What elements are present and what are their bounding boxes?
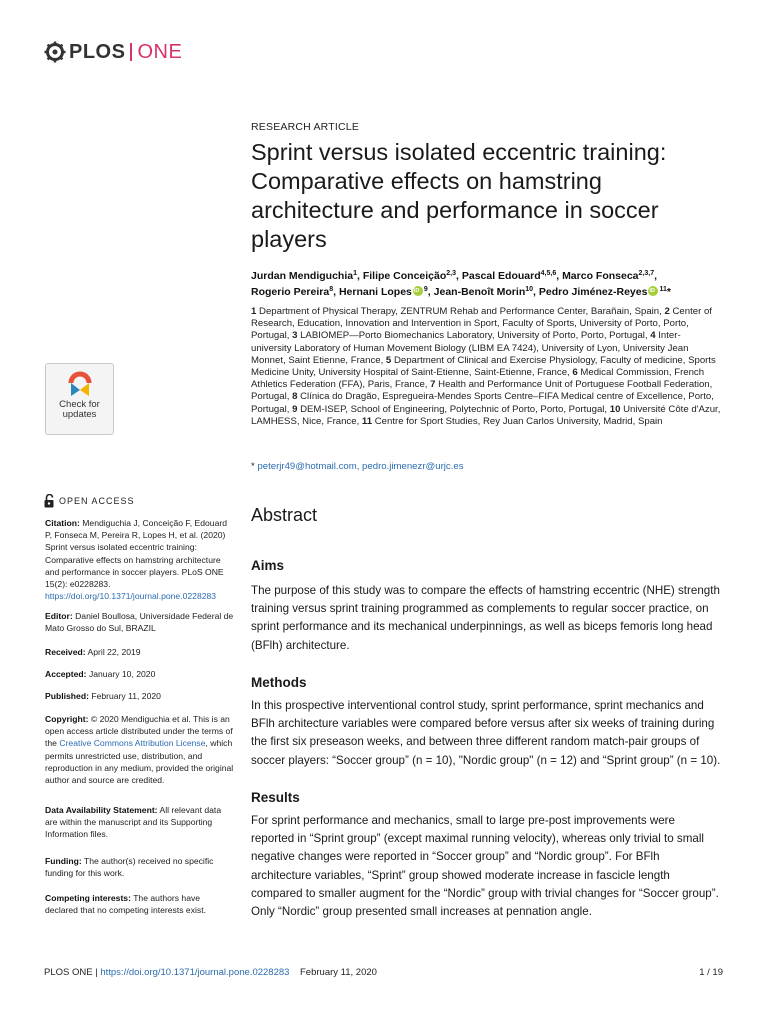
aims-heading: Aims bbox=[251, 558, 285, 573]
copyright-block bbox=[45, 713, 235, 786]
received-label: Received: bbox=[45, 647, 86, 657]
page-footer bbox=[44, 967, 377, 978]
open-access-label bbox=[44, 494, 135, 508]
published-date: February 11, 2020 bbox=[91, 691, 161, 701]
methods-heading: Methods bbox=[251, 675, 307, 690]
competing-interests-label: Competing interests: bbox=[45, 893, 131, 903]
results-text: For sprint performance and mechanics, small to large pre-post improvements were reported in “Sprint group” (except maximal running velocity), whereas only trivial to small negative changes were reported in “Soccer group” and “Nordic group”. For BFlh architecture variables, “Sprint” group showed moderate increase in fascicle length compared to smaller augment for the “Nordic” group with trivial changes for “Soccer group”. Only “Nordic” group presented small increases at pennation angle. bbox=[251, 814, 719, 919]
data-availability-block bbox=[45, 804, 235, 841]
citation-text: Mendiguchia J, Conceição F, Edouard P, Fonseca M, Pereira R, Lopes H, et al. (2020) Sprint versus isolated eccentric training: Comparative effects on hamstring architecture and performance in soccer players. PLoS ONE 15(2): e0228283. bbox=[45, 518, 227, 590]
affiliation-item: 10 Université Côte d'Azur, LAMHESS, Nice, France, bbox=[251, 403, 721, 427]
footer-doi-link[interactable]: https://doi.org/10.1371/journal.pone.0228283 bbox=[100, 967, 290, 978]
affiliation-item: 9 DEM-ISEP, School of Engineering, Polytechnic of Porto, Porto, Portugal, bbox=[292, 403, 610, 415]
footer-date: February 11, 2020 bbox=[300, 967, 377, 978]
plos-gear-icon bbox=[44, 41, 66, 63]
accepted-label: Accepted: bbox=[45, 669, 87, 679]
published-label: Published: bbox=[45, 691, 89, 701]
footer-separator: | bbox=[92, 967, 101, 978]
author[interactable]: Marco Fonseca$^{2,3,7}$ bbox=[562, 270, 655, 282]
data-availability-label: Data Availability Statement: bbox=[45, 805, 158, 815]
affiliation-item: 8 Clínica do Dragão, Espregueira-Mendes Sports Centre–FIFA Medical centre of Excellence, Porto, Portugal, bbox=[251, 391, 714, 415]
abstract-heading: Abstract bbox=[251, 505, 318, 525]
funding-block bbox=[45, 855, 235, 879]
affiliation-item: 3 LABIOMEP—Porto Biomechanics Laboratory, University of Porto, Porto, Portugal, bbox=[292, 330, 651, 342]
crossmark-line1: Check for bbox=[59, 399, 100, 410]
author[interactable]: Hernani LopesiD $^9$ bbox=[339, 286, 428, 298]
editor-text: Daniel Boullosa, Universidade Federal de Mato Grosso do Sul, BRAZIL bbox=[45, 611, 234, 634]
affiliation-item: 2 Center of Research, Education, Innovation and Intervention in Sport, Faculty of Sports, University of Porto, Porto, Portugal, bbox=[251, 306, 712, 342]
affiliation-item: 5 Department of Clinical and Exercise Physiology, Faculty of medicine, Sports Medicine Unity, University Hospital of Saint-Etienne, Saint-Etienne, France, bbox=[251, 354, 716, 379]
author[interactable]: Pedro Jiménez-ReyesiD $^{11}$ bbox=[539, 286, 667, 298]
author[interactable]: Pascal Edouard$^{4,5,6}$ bbox=[461, 270, 557, 282]
methods-text: In this prospective interventional control study, sprint performance, sprint mechanics and BFlh architecture variables were compared before versus after six weeks of training during the first six preseason weeks, and between three different random match-pair groups of soccer players: “Soccer group” (n = 10), "Nordic group" (n = 12) and “Sprint group” (n = 10). bbox=[251, 699, 721, 767]
aims-text: The purpose of this study was to compare the effects of hamstring eccentric (NHE) strength training versus sprint training programmed as complements to regular soccer practice, on sprint performance and its mechanical underpinnings, as well as biceps femoris long head (BFlh) architecture. bbox=[251, 584, 720, 652]
copyright-label: Copyright: bbox=[45, 714, 89, 724]
correspondence-emails[interactable]: peterjr49@hotmail.com, pedro.jimenezr@urjc.es bbox=[257, 461, 464, 472]
accepted-block bbox=[45, 668, 235, 680]
article-type: RESEARCH ARTICLE bbox=[251, 121, 360, 133]
open-access-text: OPEN ACCESS bbox=[59, 496, 135, 506]
citation-doi-link[interactable]: https://doi.org/10.1371/journal.pone.0228283 bbox=[45, 591, 217, 602]
orcid-icon[interactable] bbox=[648, 286, 658, 296]
author[interactable]: Filipe Conceição$^{2,3}$ bbox=[362, 270, 457, 282]
author[interactable]: Rogerio Pereira$^8$ bbox=[251, 286, 334, 298]
open-lock-icon bbox=[44, 494, 55, 508]
article-title: Sprint versus isolated eccentric training: Comparative effects on hamstring architecture and performance in soccer players bbox=[251, 139, 667, 252]
crossmark-line2: updates bbox=[62, 409, 97, 420]
check-for-updates-badge[interactable] bbox=[45, 363, 114, 435]
affiliations bbox=[251, 306, 721, 428]
author[interactable]: Jurdan Mendiguchia$^1$ bbox=[251, 270, 357, 282]
logo-sub: ONE bbox=[137, 40, 183, 63]
correspondence-marker: * bbox=[251, 461, 255, 472]
accepted-date: January 10, 2020 bbox=[88, 669, 156, 679]
citation-block bbox=[45, 517, 235, 602]
logo-divider bbox=[130, 43, 132, 61]
footer-journal: PLOS ONE bbox=[44, 967, 93, 978]
received-block bbox=[45, 646, 235, 658]
editor-label: Editor: bbox=[45, 611, 73, 621]
logo-word: PLOS bbox=[69, 40, 126, 63]
affiliation-item: 4 Inter-university Laboratory of Human Movement Biology (LIBM EA 7424), University of Lyon, University Jean Monnet, Saint Etienne, France, bbox=[251, 330, 689, 366]
correspondence bbox=[251, 461, 464, 472]
funding-text: The author(s) received no specific funding for this work. bbox=[45, 856, 214, 879]
citation-label: Citation: bbox=[45, 518, 80, 528]
page-number: 1 / 19 bbox=[699, 967, 723, 978]
editor-block bbox=[45, 610, 235, 634]
received-date: April 22, 2019 bbox=[87, 647, 141, 657]
affiliation-item: 7 Health and Performance Unit of Portuguese Football Federation, Portugal, bbox=[251, 379, 713, 403]
data-availability-text: All relevant data are within the manuscript and its Supporting Information files. bbox=[45, 805, 222, 840]
affiliation-item: 11 Centre for Sport Studies, Rey Juan Carlos University, Madrid, Spain bbox=[361, 415, 663, 427]
copyright-text-end: , which permits unrestricted use, distribution, and reproduction in any medium, provided the original author and source are credited. bbox=[45, 738, 234, 786]
plos-one-logo[interactable] bbox=[44, 40, 182, 64]
competing-interests-text: The authors have declared that no competing interests exist. bbox=[45, 893, 206, 916]
affiliation-item: 1 Department of Physical Therapy, ZENTRUM Rehab and Performance Center, Barañain, Spain, bbox=[251, 306, 665, 317]
orcid-icon[interactable] bbox=[413, 286, 423, 296]
cc-license-link[interactable]: Creative Commons Attribution License bbox=[59, 738, 206, 749]
author-list: Jurdan Mendiguchia$^1$, Filipe Conceição$^{2,3}$, Pascal Edouard$^{4,5,6}$, Marco Fonseca$^{2,3,7}$, Rogerio Pereira$^8$, Hernani LopesiD $^9$, Jean-Benoît Morin$^{10}$, Pedro Jiménez-ReyesiD $^{11}$* bbox=[251, 268, 721, 300]
competing-interests-block bbox=[45, 892, 235, 916]
author[interactable]: Jean-Benoît Morin$^{10}$ bbox=[433, 286, 534, 298]
copyright-text-start: © 2020 Mendiguchia et al. This is an open access article distributed under the terms of the bbox=[45, 714, 233, 749]
affiliation-item: 6 Medical Commission, French Athletics Federation (FFA), Paris, France, bbox=[251, 367, 705, 391]
funding-label: Funding: bbox=[45, 856, 82, 866]
crossmark-icon bbox=[65, 369, 95, 399]
published-block bbox=[45, 690, 235, 702]
results-heading: Results bbox=[251, 790, 300, 805]
